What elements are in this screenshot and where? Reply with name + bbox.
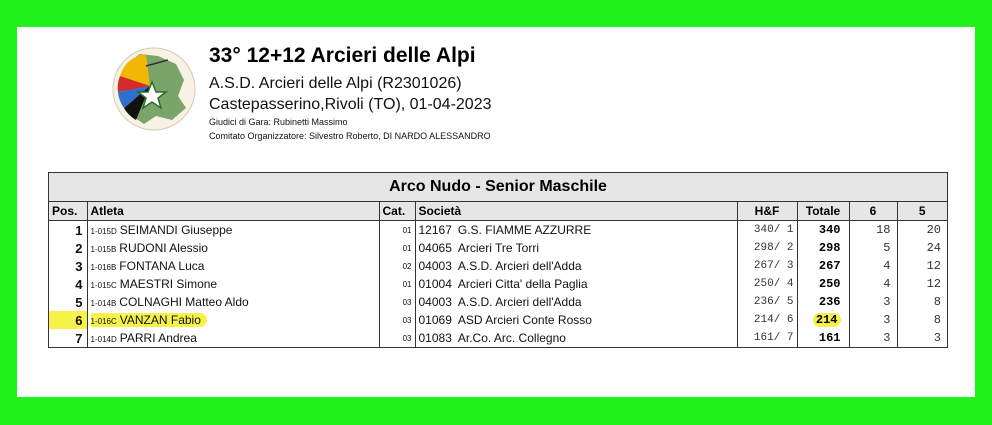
athlete-name: FONTANA Luca [119,259,205,273]
athlete-name: PARRI Andrea [119,331,197,345]
table-row-highlighted [49,311,947,329]
total: 214 [813,313,841,327]
club-name: ASD Arcieri Conte Rosso [457,313,592,327]
class: 01 [379,275,415,293]
total-cell [797,311,849,329]
athlete-name: MAESTRI Simone [119,277,218,291]
athlete-cell [87,311,379,329]
club-code: 04065 [418,241,452,255]
club-code: 01069 [418,313,452,327]
place-date: Castepasserino,Rivoli (TO), 01-04-2023 [209,96,492,113]
athlete-cell [87,293,379,311]
fives: 20 [897,221,947,240]
col-hf: H&F [737,202,797,221]
col-club: Società [415,202,737,221]
table-row [49,257,947,275]
club-code: 01083 [418,331,452,345]
total: 250 [797,275,849,293]
col-pos: Pos. [49,202,87,221]
col-cat: Cat. [379,202,415,221]
sixes: 18 [849,221,897,240]
club-cell [415,329,737,347]
class: 03 [379,311,415,329]
pos: 2 [49,239,87,257]
target-number: 1-014D [90,335,117,344]
fives: 8 [897,311,947,329]
sixes: 3 [849,293,897,311]
target-number: 1-016B [90,263,117,272]
col-athlete: Atleta [87,202,379,221]
club-cell [415,257,737,275]
target-number: 1-015C [90,281,117,290]
sixes: 3 [849,311,897,329]
athlete-cell [87,239,379,257]
hf: 161/ 7 [737,329,797,347]
table-row [49,275,947,293]
total: 161 [797,329,849,347]
fives: 12 [897,275,947,293]
club-cell [415,311,737,329]
athlete-name: VANZAN Fabio [119,313,201,327]
club-cell [415,293,737,311]
fives: 3 [897,329,947,347]
hf: 236/ 5 [737,293,797,311]
athlete-cell [87,257,379,275]
club-code: 04003 [418,259,452,273]
athlete-name: SEIMANDI Giuseppe [119,223,233,237]
athlete-name: COLNAGHI Matteo Aldo [119,295,249,309]
table-row [49,239,947,257]
fives: 8 [897,293,947,311]
committee: Comitato Organizzatore: Silvestro Roberto, DI NARDO ALESSANDRO [209,131,491,141]
header-row [49,202,947,221]
club-cell [415,275,737,293]
target-number: 1-016C [90,317,117,326]
hf: 250/ 4 [737,275,797,293]
club-name: A.S.D. Arcieri dell'Adda [457,295,582,309]
pos: 7 [49,329,87,347]
table-row [49,221,947,240]
total: 340 [797,221,849,240]
pos: 1 [49,221,87,240]
page-title: 33° 12+12 Arcieri delle Alpi [209,44,476,67]
sixes: 3 [849,329,897,347]
class: 01 [379,239,415,257]
results-table [49,202,947,347]
club-code: 04003 [418,295,452,309]
club-code: 01004 [418,277,452,291]
fives: 12 [897,257,947,275]
club-name: G.S. FIAMME AZZURRE [457,223,592,237]
pos: 5 [49,293,87,311]
athlete-cell [87,221,379,240]
sixes: 4 [849,257,897,275]
class: 03 [379,293,415,311]
target-number: 1-015D [90,227,117,236]
pos: 6 [49,311,87,329]
total: 298 [797,239,849,257]
hf: 298/ 2 [737,239,797,257]
club-name: Arcieri Citta' della Paglia [457,277,588,291]
hf: 267/ 3 [737,257,797,275]
fives: 24 [897,239,947,257]
club-cell [415,239,737,257]
table-row [49,293,947,311]
club-name: Arcieri Tre Torri [457,241,539,255]
hf: 214/ 6 [737,311,797,329]
sixes: 5 [849,239,897,257]
col-six: 6 [849,202,897,221]
organizer: A.S.D. Arcieri delle Alpi (R2301026) [209,75,462,92]
sixes: 4 [849,275,897,293]
athlete-cell [87,329,379,347]
table-row [49,329,947,347]
target-number: 1-015B [90,245,117,254]
class: 02 [379,257,415,275]
highlight-marker [91,313,207,327]
athlete-name: RUDONI Alessio [119,241,208,255]
pos: 3 [49,257,87,275]
club-code: 12167 [418,223,452,237]
pos: 4 [49,275,87,293]
results-table-box [48,172,948,348]
judges: Giudici di Gara: Rubinetti Massimo [209,117,348,127]
club-name: A.S.D. Arcieri dell'Adda [457,259,582,273]
total: 236 [797,293,849,311]
class: 01 [379,221,415,240]
club-cell [415,221,737,240]
athlete-cell [87,275,379,293]
target-number: 1-014B [90,299,117,308]
col-five: 5 [897,202,947,221]
class: 03 [379,329,415,347]
club-name: Ar.Co. Arc. Collegno [457,331,566,345]
club-logo-icon [106,46,202,132]
col-total: Totale [797,202,849,221]
hf: 340/ 1 [737,221,797,240]
total: 267 [797,257,849,275]
category-title: Arco Nudo - Senior Maschile [49,173,947,202]
